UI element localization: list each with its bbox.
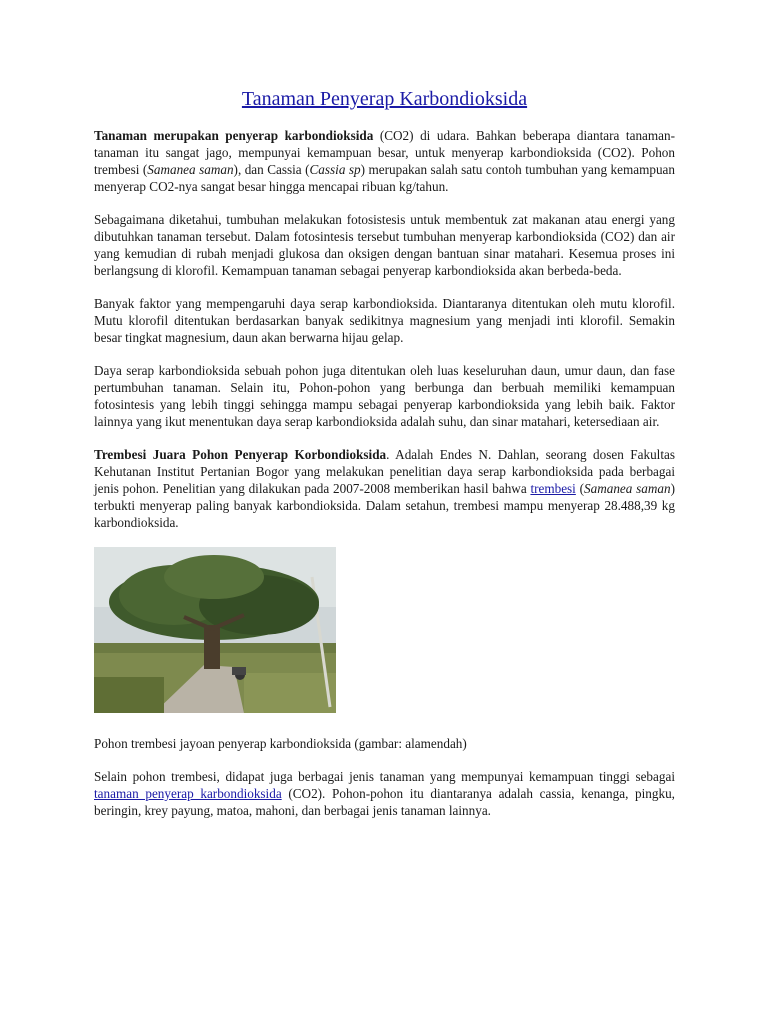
- tree-illustration: [94, 547, 336, 713]
- paragraph-1-text-c: ) merupakan salah satu contoh tumbuhan yang kemampuan menyerap CO2-nya sangat besar hingga mencapai ribuan kg/tahun.: [94, 162, 675, 194]
- paragraph-3: Banyak faktor yang mempengaruhi daya serap karbondioksida. Diantaranya ditentukan oleh mutu klorofil. Mutu klorofil ditentukan berdasarkan banyak sedikitnya magnesium yang menjadi inti klorofil. Semakin besar tingkat magnesium, daun akan berwarna hijau gelap.: [94, 296, 675, 345]
- paragraph-1-text-b: ), dan Cassia (: [233, 162, 310, 177]
- paragraph-6-text-a: Selain pohon trembesi, didapat juga berbagai jenis tanaman yang mempunyai kemampuan tinggi sebagai: [94, 769, 675, 784]
- paragraph-2: Sebagaimana diketahui, tumbuhan melakukan fotosistesis untuk membentuk zat makanan atau energi yang dibutuhkan tanaman tersebut. Dalam fotosintesis tersebut tumbuhan menyerap karbondioksida (CO2) dan air yang kemudian di rubah menjadi glukosa dan oksigen dengan bantuan sinar matahari. Kesemua proses ini berlangsung di klorofil. Kemampuan tanaman sebagai penyerap karbondioksida akan berbeda-beda.: [94, 212, 675, 278]
- photo-caption: Pohon trembesi jayoan penyerap karbondioksida (gambar: alamendah): [94, 736, 467, 751]
- paragraph-1: [94, 127, 675, 195]
- tanaman-penyerap-link[interactable]: tanaman penyerap karbondioksida: [94, 786, 282, 801]
- paragraph-5-text-b: (: [575, 481, 585, 496]
- article: [94, 88, 675, 835]
- species-cassia: Cassia sp: [309, 162, 361, 177]
- paragraph-4: Daya serap karbondioksida sebuah pohon juga ditentukan oleh luas keseluruhan daun, umur daun, dan fase pertumbuhan tanaman. Selain itu, Pohon-pohon yang berbunga dan berbuah memiliki kemampuan fotosintesis yang lebih tinggi sehingga mampu sebagai penyerap karbondioksida yang lebih baik. Faktor lainnya yang ikut menentukan daya serap karbondioksida adalah suhu, dan sinar matahari, ketersediaan air.: [94, 363, 675, 429]
- paragraph-5-lead: Trembesi Juara Pohon Penyerap Korbondioksida: [94, 447, 387, 462]
- paragraph-1-text-a: (CO2) di udara. Bahkan beberapa diantara tanaman-tanaman itu sangat jago, mempunyai kemampuan besar, untuk menyerap karbondioksida (CO2). Pohon trembesi (: [94, 128, 675, 177]
- paragraph-1-lead: Tanaman merupakan penyerap karbondioksida: [94, 128, 374, 143]
- paragraph-5: [94, 446, 675, 531]
- species-samanea: Samanea saman: [147, 162, 234, 177]
- paragraph-5-text-a: . Adalah Endes N. Dahlan, seorang dosen Fakultas Kehutanan Institut Pertanian Bogor yang melakukan penelitian daya serap karbondioksida pada berbagai jenis pohon. Penelitian yang dilakukan pada 2007-2008 memberikan hasil bahwa: [94, 447, 675, 496]
- trembesi-link[interactable]: trembesi: [530, 481, 576, 496]
- species-samanea-2: Samanea saman: [584, 481, 671, 496]
- page-title: Tanaman Penyerap Karbondioksida: [241, 88, 528, 110]
- trembesi-tree-photo: [94, 547, 336, 713]
- paragraph-5-text-c: ) terbukti menyerap paling banyak karbondioksida. Dalam setahun, trembesi mampu menyerap 28.488,39 kg karbondioksida.: [94, 481, 675, 530]
- paragraph-6: [94, 768, 675, 819]
- paragraph-6-text-b: (CO2). Pohon-pohon itu diantaranya adalah cassia, kenanga, pingku, beringin, krey payung, matoa, mahoni, dan berbagai jenis tanaman lainnya.: [94, 786, 675, 818]
